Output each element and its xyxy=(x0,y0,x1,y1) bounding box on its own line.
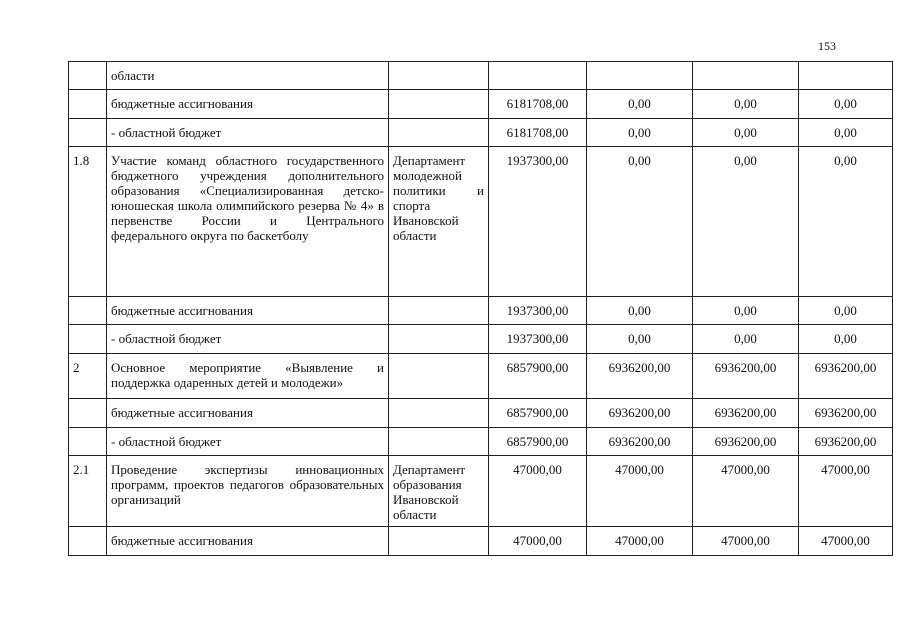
activity-name: - областной бюджет xyxy=(107,119,389,147)
row-number xyxy=(69,119,107,147)
budget-value: 6936200,00 xyxy=(799,428,893,456)
activity-name: области xyxy=(107,62,389,90)
responsible-department xyxy=(389,527,489,556)
budget-value: 0,00 xyxy=(799,147,893,297)
responsible-department xyxy=(389,354,489,399)
row-number xyxy=(69,428,107,456)
budget-value: 0,00 xyxy=(693,119,799,147)
budget-value: 6936200,00 xyxy=(693,428,799,456)
table-row xyxy=(69,325,893,354)
responsible-department xyxy=(389,90,489,119)
activity-name: Основное мероприятие «Выявление и поддержка одаренных детей и молодежи» xyxy=(107,354,389,399)
budget-value: 6181708,00 xyxy=(489,119,587,147)
activity-name: - областной бюджет xyxy=(107,428,389,456)
budget-value: 47000,00 xyxy=(799,456,893,527)
budget-value: 0,00 xyxy=(587,119,693,147)
responsible-department xyxy=(389,428,489,456)
responsible-department xyxy=(389,297,489,325)
page-number: 153 xyxy=(818,39,836,53)
budget-value xyxy=(489,62,587,90)
activity-name: бюджетные ассигнования xyxy=(107,297,389,325)
budget-value: 47000,00 xyxy=(799,527,893,556)
activity-name: бюджетные ассигнования xyxy=(107,527,389,556)
budget-value: 47000,00 xyxy=(587,456,693,527)
budget-value: 6936200,00 xyxy=(587,399,693,428)
budget-value: 6936200,00 xyxy=(587,354,693,399)
responsible-department xyxy=(389,119,489,147)
table-row xyxy=(69,527,893,556)
table-row xyxy=(69,119,893,147)
budget-value: 47000,00 xyxy=(489,456,587,527)
budget-value: 0,00 xyxy=(587,297,693,325)
budget-value: 6936200,00 xyxy=(693,354,799,399)
budget-value: 6936200,00 xyxy=(693,399,799,428)
table-row xyxy=(69,90,893,119)
row-number xyxy=(69,399,107,428)
responsible-department xyxy=(389,62,489,90)
budget-table-body xyxy=(69,62,893,556)
row-number: 2 xyxy=(69,354,107,399)
responsible-department: Департамент образования Ивановской области xyxy=(389,456,489,527)
budget-value: 6936200,00 xyxy=(587,428,693,456)
budget-value xyxy=(587,62,693,90)
budget-table xyxy=(68,61,893,556)
budget-value: 6936200,00 xyxy=(799,399,893,428)
budget-value: 0,00 xyxy=(587,147,693,297)
activity-name: Проведение экспертизы инновационных программ, проектов педагогов образовательных организаций xyxy=(107,456,389,527)
budget-value: 47000,00 xyxy=(587,527,693,556)
budget-value: 6857900,00 xyxy=(489,354,587,399)
budget-value: 0,00 xyxy=(799,297,893,325)
activity-name: - областной бюджет xyxy=(107,325,389,354)
responsible-department: Департамент молодежной политики и спорта Ивановской области xyxy=(389,147,489,297)
table-row xyxy=(69,62,893,90)
table-row xyxy=(69,456,893,527)
budget-value: 6936200,00 xyxy=(799,354,893,399)
row-number xyxy=(69,90,107,119)
table-row xyxy=(69,354,893,399)
budget-value: 0,00 xyxy=(799,90,893,119)
budget-value: 0,00 xyxy=(587,90,693,119)
budget-value: 0,00 xyxy=(799,119,893,147)
table-row xyxy=(69,147,893,297)
responsible-department xyxy=(389,325,489,354)
budget-value: 0,00 xyxy=(693,297,799,325)
budget-value: 1937300,00 xyxy=(489,147,587,297)
responsible-department xyxy=(389,399,489,428)
row-number xyxy=(69,62,107,90)
row-number xyxy=(69,527,107,556)
budget-value: 0,00 xyxy=(799,325,893,354)
budget-value xyxy=(799,62,893,90)
budget-value: 0,00 xyxy=(587,325,693,354)
budget-value xyxy=(693,62,799,90)
budget-value: 6857900,00 xyxy=(489,399,587,428)
budget-value: 47000,00 xyxy=(489,527,587,556)
budget-value: 0,00 xyxy=(693,147,799,297)
table-row xyxy=(69,297,893,325)
table-row xyxy=(69,399,893,428)
row-number: 1.8 xyxy=(69,147,107,297)
row-number xyxy=(69,325,107,354)
activity-name: бюджетные ассигнования xyxy=(107,399,389,428)
budget-value: 47000,00 xyxy=(693,527,799,556)
budget-value: 0,00 xyxy=(693,325,799,354)
budget-value: 6857900,00 xyxy=(489,428,587,456)
row-number: 2.1 xyxy=(69,456,107,527)
budget-value: 0,00 xyxy=(693,90,799,119)
row-number xyxy=(69,297,107,325)
budget-value: 1937300,00 xyxy=(489,297,587,325)
budget-value: 1937300,00 xyxy=(489,325,587,354)
activity-name: бюджетные ассигнования xyxy=(107,90,389,119)
budget-value: 47000,00 xyxy=(693,456,799,527)
table-row xyxy=(69,428,893,456)
budget-value: 6181708,00 xyxy=(489,90,587,119)
activity-name: Участие команд областного государственного бюджетного учреждения дополнительного образования «Специализированная детско-юношеская школа олимпийского резерва № 4» в первенстве России и Центрального федерального округа по баскетболу xyxy=(107,147,389,297)
